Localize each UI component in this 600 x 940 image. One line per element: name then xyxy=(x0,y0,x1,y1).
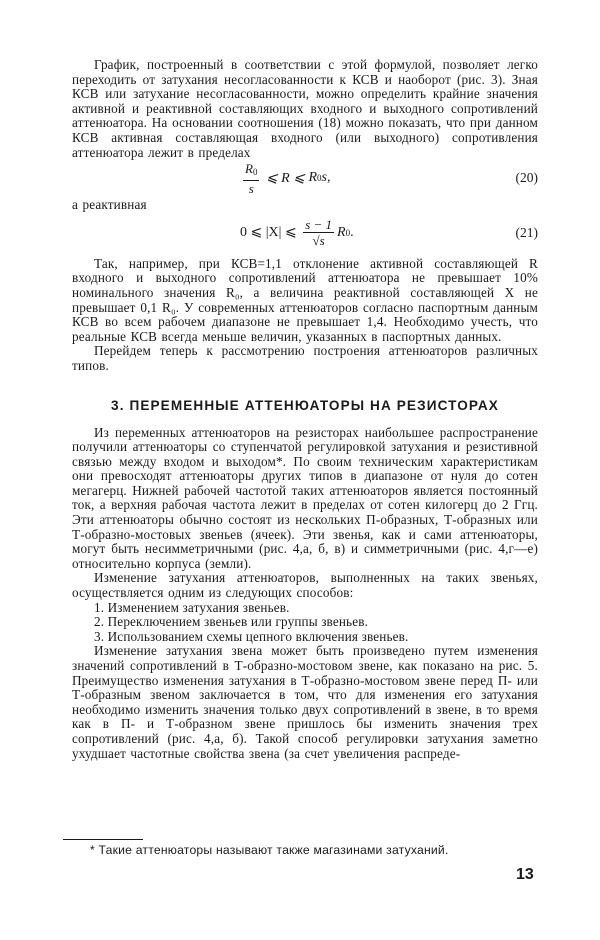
eq21-rhs: R xyxy=(337,224,346,240)
paragraph-transition: Перейдем теперь к рассмотрению построения аттенюаторов различных типов. xyxy=(72,343,538,373)
list-item-2: 2. Переключением звеньев или группы звеньев. xyxy=(94,614,369,630)
paragraph-intro: График, построенный в соответствии с этой формулой, позволяет легко переходить от затухания несогласованности к КСВ и наоборот (рис. 3). Зная КСВ или затухание несогласованности, можно определить крайние значения активной и реактивной составляющих входного и выходного сопротивлений аттенюатора. На основании соотношения (18) можно показать, что при данном КСВ активная составляющая входного (или выходного) сопротивления аттенюатора лежит в пределах xyxy=(72,57,538,160)
equation-21 xyxy=(72,215,538,251)
footnote-rule xyxy=(63,839,143,840)
eq20-rhs-sub: 0 xyxy=(317,173,322,184)
footnote: * Такие аттенюаторы называют также магазинами затуханий. xyxy=(90,843,449,857)
eq20-rhs-tail: s, xyxy=(321,170,331,186)
eq20-numerator: R xyxy=(245,160,253,176)
eq21-rhs-tail: . xyxy=(350,224,354,240)
paragraph-variable-attenuators: Из переменных аттенюаторов на резисторах наибольшее распространение получили аттенюаторы со ступенчатой регулировкой затухания и резистивной связью между входом и выходом*. По своим техническим характеристикам они превосходят аттенюаторы других типов в диапазоне от нуля до сотен мегагерц. Нижней рабочей частотой таких аттенюаторов является постоянный ток, а верхняя рабочая частота лежит в пределах от сотен килогерц до 2 Ггц. Эти аттенюаторы обычно состоят из нескольких П-образных, Т-образных или Т-образно-мостовых звеньев (ячеек). Эти звенья, как и сами аттенюаторы, могут быть несимметричными (рис. 4,а, б, в) и симметричными (рис. 4,г—е) относительно корпуса (земли). xyxy=(72,424,538,571)
equation-20 xyxy=(72,160,538,196)
eq21-lhs: 0 ⩽ |X| ⩽ xyxy=(240,225,301,241)
paragraph-methods: Изменение затухания аттенюаторов, выполненных на таких звеньях, осуществляется одним из следующих способов: xyxy=(72,570,538,601)
eq20-rhs: R xyxy=(308,170,318,186)
page-number: 13 xyxy=(516,866,534,883)
reactive-label: а реактивная xyxy=(72,197,147,213)
eq21-numerator: s − 1 xyxy=(305,217,333,233)
list-item-1: 1. Изменением затухания звеньев. xyxy=(94,599,290,615)
eq21-rhs-sub: 0 xyxy=(345,227,351,238)
section-heading: 3. ПЕРЕМЕННЫЕ АТТЕНЮАТОРЫ НА РЕЗИСТОРАХ xyxy=(111,397,499,413)
eq21-denominator: √s xyxy=(312,233,325,249)
equation-number-21: (21) xyxy=(515,224,538,240)
fraction-r0-over-s xyxy=(243,161,259,196)
fraction-s-minus-1-over-sqrt-s xyxy=(303,217,334,248)
equation-number-20: (20) xyxy=(515,170,538,186)
eq20-middle: ⩽ R ⩽ xyxy=(262,170,309,186)
eq20-denominator: s xyxy=(248,180,254,196)
paragraph-t-bridge: Изменение затухания звена может быть произведено путем изменения значений сопротивлений в Т-образно-мостовом звене, как показано на рис. 5. Преимущество изменения затухания в Т-образно-мостовом звене перед П- или Т-образным звеном заключается в том, что для изменения его затухания необходимо изменить значения только двух сопротивлений в звене, в то время как в П- и Т-образном звене пришлось бы изменить значения трех сопротивлений (рис. 4,а, б). Такой способ регулировки затухания заметно ухудшает частотные свойства звена (за счет увеличения распреде- xyxy=(72,643,538,761)
eq20-numerator-sub: 0 xyxy=(252,166,258,177)
page-body xyxy=(72,58,538,761)
list-item-3: 3. Использованием схемы цепного включения звеньев. xyxy=(94,628,409,644)
paragraph-example: Так, например, при КСВ=1,1 отклонение активной составляющей R входного и выходного сопротивлений аттенюатора не превышает 10% номинального значения R₀, а величина реактивной составляющей X не превышает 0,1 R₀. У современных аттенюаторов согласно паспортным данным КСВ во всем рабочем диапазоне не превышает 1,4. Необходимо учесть, что реальные КСВ всегда меньше величин, указанных в паспортных данных. xyxy=(72,255,538,344)
